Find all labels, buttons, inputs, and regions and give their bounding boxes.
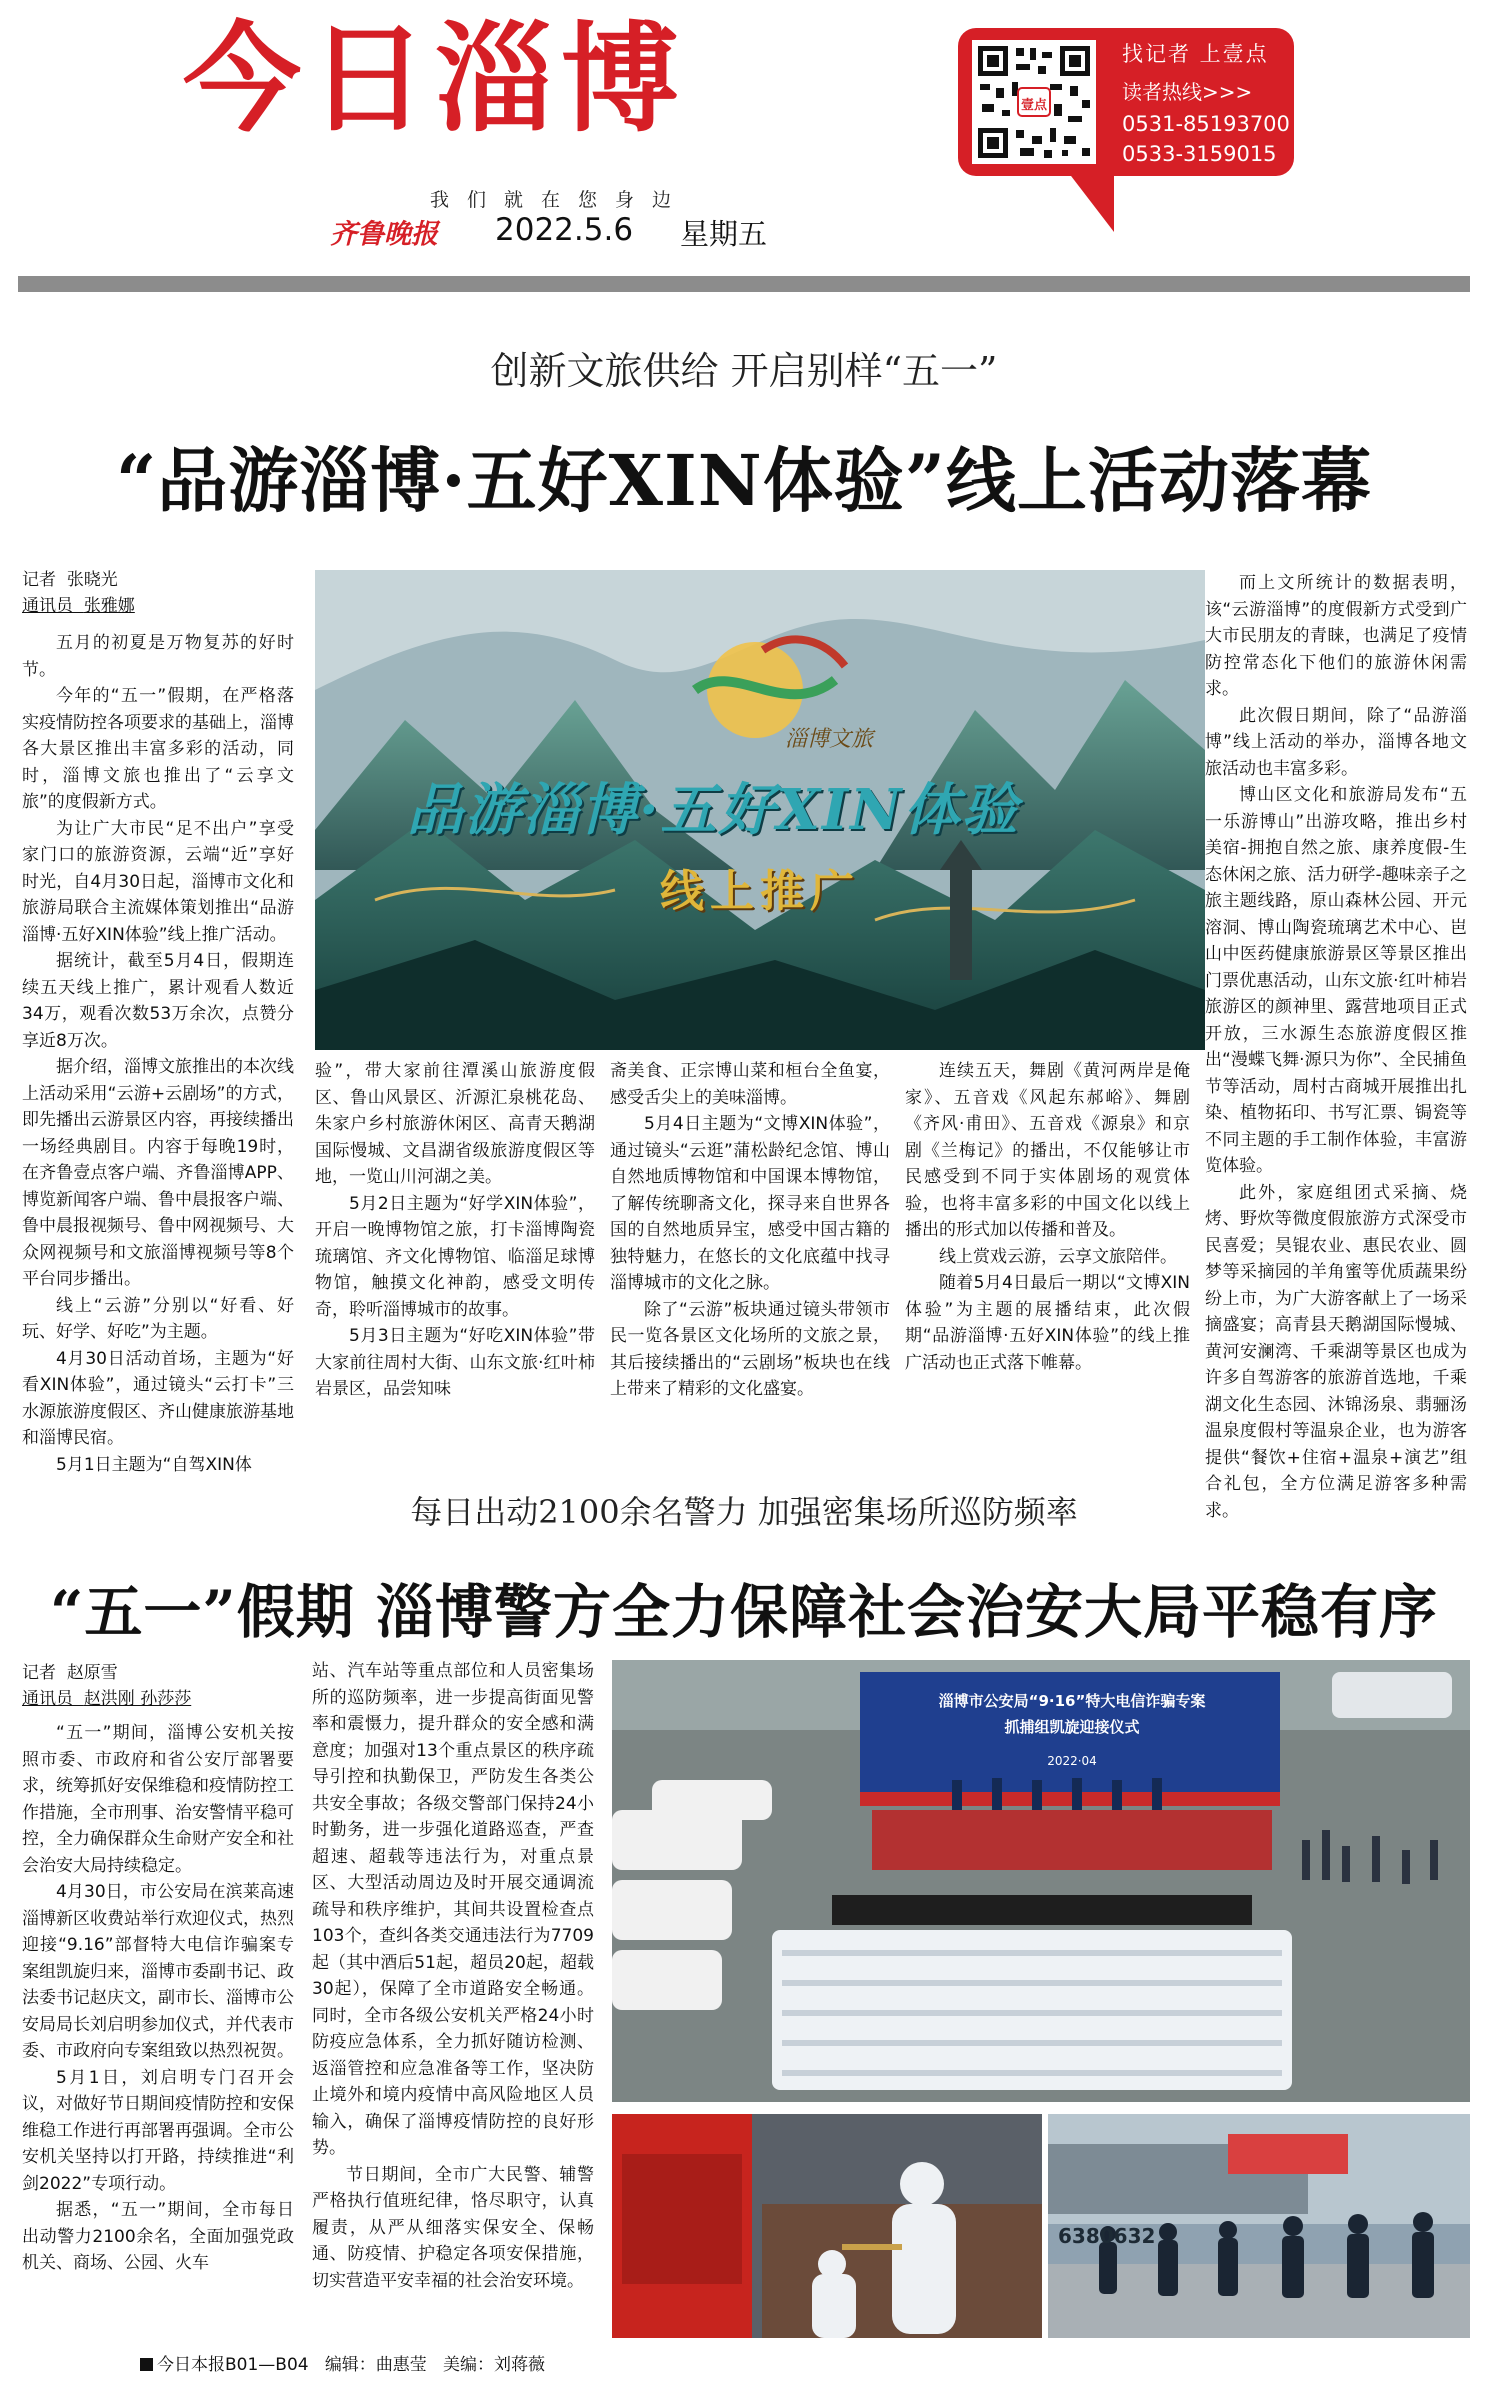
- paragraph: 斋美食、正宗博山菜和桓台全鱼宴，感受舌尖上的美味淄博。: [610, 1061, 890, 1108]
- article1-byline: [22, 567, 294, 619]
- article1-col2: [315, 1058, 595, 1403]
- article1-poster: [315, 570, 1205, 1050]
- banner-line2: 抓捕组凯旋迎接仪式: [1004, 1718, 1140, 1736]
- footer-pages: 今日本报B01—B04: [157, 2355, 309, 2375]
- paragraph: 站、汽车站等重点部位和人员密集场所的巡防频率，进一步提高街面见警率和震慑力，提升群众的安全感和满意度；加强对13个重点景区的秩序疏导引控和执勤保卫，严防发生各类公共安全事故；各级交警部门保持24小时勤务，进一步强化道路巡查，严查超速、超载等违法行为，对重点景区、大型活动周边及时开展交通调流疏导和秩序维护，其间共设置检查点103个，查纠各类交通违法行为7709起（其中酒后51起，超员20起，超载30起），保障了全市道路安全畅通。同时，全市各级公安机关严格24小时防疫应急体系，全力抓好随访检测、返淄管控和应急准备等工作，坚决防止境外和境内疫情中高风险地区人员输入，确保了淄博疫情防控的良好形势。: [312, 1661, 594, 2158]
- plate-text: 6380632: [1058, 2224, 1156, 2248]
- paragraph: 验”，带大家前往潭溪山旅游度假区、鲁山风景区、沂源汇泉桃花岛、朱家户乡村旅游休闲区、高青天鹅湖国际慢城、文昌湖省级旅游度假区等地，一览山川河湖之美。: [315, 1061, 595, 1187]
- paragraph: 博山区文化和旅游局发布“五一乐游博山”出游攻略，推出乡村美宿-拥抱自然之旅、康养度假-生态休闲之旅、活力研学-趣味亲子之旅主题线路，原山森林公园、开元溶洞、博山陶瓷琉璃艺术中心、岜山中医药健康旅游景区等景区推出门票优惠活动，山东文旅·红叶柿岩旅游区的颜神里、露营地项目正式开放，三水源生态旅游度假区推出“漫蝶飞舞·源只为你”、全民捕鱼节等活动，周村古商城开展推出扎染、植物拓印、书写汇票、锔瓷等不同主题的手工制作体验，丰富游览体验。: [1205, 785, 1467, 1176]
- article1-col1: [22, 630, 294, 1478]
- hotline-phone2: 0533-3159015: [1122, 142, 1277, 166]
- paragraph: 据统计，截至5月4日，假期连续五天线上推广，累计观看人数近34万，观看次数53万余次，点赞分享近8万次。: [22, 951, 294, 1051]
- byline-name: 张雅娜: [83, 596, 135, 616]
- article1-headline: “品游淄博·五好XIN体验”线上活动落幕: [116, 439, 1372, 522]
- byline-role: 通讯员: [22, 1689, 73, 1709]
- square-bullet-icon: [140, 2358, 153, 2371]
- banner-date: 2022·04: [1047, 1754, 1097, 1768]
- article2-subhead: 每日出动2100余名警力 加强密集场所巡防频率: [410, 1493, 1078, 1531]
- paragraph: 4月30日，市公安局在滨莱高速淄博新区收费站举行欢迎仪式，热烈迎接“9.16”部督特大电信诈骗案专案组凯旋归来，淄博市委副书记、政法委书记赵庆文，副市长、淄博市公安局局长刘启明参加仪式，并代表市委、市政府向专案组致以热烈祝贺。: [22, 1882, 294, 2061]
- banner-line1: 淄博市公安局“9·16”特大电信诈骗专案: [938, 1692, 1206, 1710]
- paragraph: 5月1日主题为“自驾XIN体: [56, 1454, 252, 1475]
- paragraph: 随着5月4日最后一期以“文博XIN体验”为主题的展播结束，此次假期“品游淄博·五好XIN体验”的线上推广活动也正式落下帷幕。: [905, 1273, 1190, 1373]
- paragraph: 而上文所统计的数据表明，该“云游淄博”的度假新方式受到广大市民朋友的青睐，也满足了疫情防控常态化下他们的旅游休闲需求。: [1205, 573, 1467, 699]
- paragraph: 线上“云游”分别以“好看、好玩、好学、好吃”为主题。: [22, 1295, 294, 1342]
- paper-name: 齐鲁晚报: [330, 219, 438, 250]
- paragraph: 此外，家庭组团式采摘、烧烤、野炊等微度假旅游方式深受市民喜爱；昊锟农业、惠民农业、圆梦等采摘园的羊角蜜等优质蔬果纷纷上市，为广大游客献上了一场采摘盛宴；高青县天鹅湖国际慢城、黄河安澜湾、千乘湖等景区也成为许多自驾游客的旅游首选地，千乘湖文化生态园、沐锦汤泉、翡骊汤温泉度假村等温泉企业，也为游客提供“餐饮+住宿+温泉+演艺”组合礼包，全方位满足游客多种需求。: [1205, 1182, 1467, 1521]
- hotline-phone1: 0531-85193700: [1122, 112, 1290, 136]
- byline-name: 赵洪刚 孙莎莎: [83, 1689, 192, 1709]
- poster-subtitle: 线上推广: [660, 866, 860, 917]
- paragraph: 据悉，“五一”期间，全市每日出动警力2100余名，全面加强党政机关、商场、公园、火车: [22, 2200, 294, 2273]
- paragraph: 5月4日主题为“文博XIN体验”，通过镜头“云逛”蒲松龄纪念馆、博山自然地质博物馆和中国课本博物馆，了解传统聊斋文化，探寻来自世界各国的自然地质异宝，感受中国古籍的独特魅力，在悠长的文化底蕴中找寻淄博城市的文化之脉。: [610, 1114, 890, 1293]
- article1-subhead: 创新文旅供给 开启别样“五一”: [490, 349, 998, 393]
- article2-headline: “五一”假期 淄博警方全力保障社会治安大局平稳有序: [50, 1578, 1438, 1646]
- paragraph: 连续五天，舞剧《黄河两岸是俺家》、五音戏《风起东郝峪》、舞剧《齐风·甫田》、五音戏《源泉》和京剧《兰梅记》的播出，不仅能够让市民感受到不同于实体剧场的观赏体验，也将丰富多彩的中国文化以线上播出的形式加以传播和普及。: [905, 1061, 1190, 1240]
- masthead-slogan: 我们就在您身边: [430, 189, 690, 211]
- byline-role: 通讯员: [22, 596, 73, 616]
- article2-main-photo: [612, 1660, 1470, 2102]
- byline-name: 赵原雪: [66, 1663, 118, 1683]
- article1-col3: [610, 1058, 890, 1403]
- byline-role: 记者: [22, 1663, 56, 1683]
- hotline-box: [958, 28, 1294, 176]
- epidemic-inspection-icon: [612, 2114, 1042, 2338]
- article2-photo-inspection: [612, 2114, 1042, 2338]
- paragraph: 4月30日活动首场，主题为“好看XIN体验”，通过镜头“云打卡”三水源旅游度假区、齐山健康旅游基地和淄博民宿。: [22, 1348, 294, 1448]
- article2-col1: [22, 1720, 294, 2277]
- qr-badge: 壹点: [1020, 98, 1047, 113]
- paragraph: 为让广大市民“足不出户”享受家门口的旅游资源，云端“近”享好时光，自4月30日起，淄博市文化和旅游局联合主流媒体策划推出“品游淄博·五好XIN体验”线上推广活动。: [22, 818, 294, 945]
- footer-editor-label: 编辑：: [324, 2355, 376, 2375]
- hotline-line2: 读者热线>>>: [1122, 80, 1253, 104]
- masthead-logo: 今日淄博: [183, 10, 688, 148]
- article1-col4: [905, 1058, 1190, 1376]
- issue-date: 2022.5.6: [495, 212, 634, 248]
- page-footer: [140, 2350, 545, 2375]
- paragraph: 5月2日主题为“好学XIN体验”，开启一晚博物馆之旅，打卡淄博陶瓷琉璃馆、齐文化博物馆、临淄足球博物馆，触摸文化神韵，感受文明传奇，聆听淄博城市的故事。: [315, 1193, 595, 1320]
- article2-col2: [312, 1658, 594, 2294]
- paragraph: 五月的初夏是万物复苏的好时节。: [22, 633, 294, 680]
- paragraph: 线上赏戏云游，云享文旅陪伴。: [939, 1246, 1177, 1267]
- footer-editor: 曲惠莹: [375, 2355, 427, 2375]
- paragraph: 5月3日主题为“好吃XIN体验”带大家前往周村大街、山东文旅·红叶柿岩景区，品尝知味: [315, 1326, 595, 1399]
- hotline-line1: 找记者 上壹点: [1122, 42, 1269, 66]
- article2-byline: [22, 1660, 294, 1712]
- paragraph: 除了“云游”板块通过镜头带领市民一览各景区文化场所的文旅之景，其后接续播出的“云剧场”板块也在线上带来了精彩的文化盛宴。: [610, 1299, 890, 1399]
- poster-logo-text: 淄博文旅: [785, 727, 874, 752]
- paragraph: 此次假日期间，除了“品游淄博”线上活动的举办，淄博各地文旅活动也丰富多彩。: [1205, 705, 1467, 779]
- paragraph: “五一”期间，淄博公安机关按照市委、市政府和省公安厅部署要求，统筹抓好安保维稳和疫情防控工作措施，全市刑事、治安警情平稳可控，全力确保群众生命财产安全和社会治安大局持续稳定。: [22, 1723, 294, 1876]
- hotline-speech-tail: [1068, 172, 1114, 232]
- article1-col5: [1205, 570, 1467, 1524]
- article2-photo-patrol: [1048, 2114, 1470, 2338]
- paragraph: 节日期间，全市广大民警、辅警严格执行值班纪律，恪尽职守，认真履责，从严从细落实保安全、保畅通、防疫情、护稳定各项安保措施，切实营造平安幸福的社会治安环境。: [312, 2164, 594, 2291]
- footer-designer-label: 美编：: [443, 2355, 495, 2375]
- byline-role: 记者: [22, 570, 56, 590]
- paragraph: 今年的“五一”假期，在严格落实疫情防控各项要求的基础上，淄博各大景区推出丰富多彩的活动，同时，淄博文旅也推出了“云享文旅”的度假新方式。: [22, 686, 294, 812]
- poster-title: 品游淄博·五好XIN体验: [407, 777, 1020, 843]
- paragraph: 5月1日，刘启明专门召开会议，对做好节日期间疫情防控和安保维稳工作进行再部署再强调。全市公安机关坚持以打开路，持续推进“利剑2022”专项行动。: [22, 2067, 294, 2194]
- qr-code-icon: [972, 40, 1096, 164]
- masthead-rule: [18, 276, 1470, 292]
- byline-name: 张晓光: [66, 570, 118, 590]
- paragraph: 据介绍，淄博文旅推出的本次线上活动采用“云游+云剧场”的方式，即先播出云游景区内容，再接续播出一场经典剧目。内容于每晚19时，在齐鲁壹点客户端、齐鲁淄博APP、博览新闻客户端、鲁中晨报客户端、鲁中晨报视频号、鲁中网视频号、大众网视频号和文旅淄博视频号等8个平台同步播出。: [22, 1057, 294, 1289]
- footer-designer: 刘蒋薇: [494, 2355, 546, 2375]
- issue-weekday: 星期五: [680, 217, 768, 251]
